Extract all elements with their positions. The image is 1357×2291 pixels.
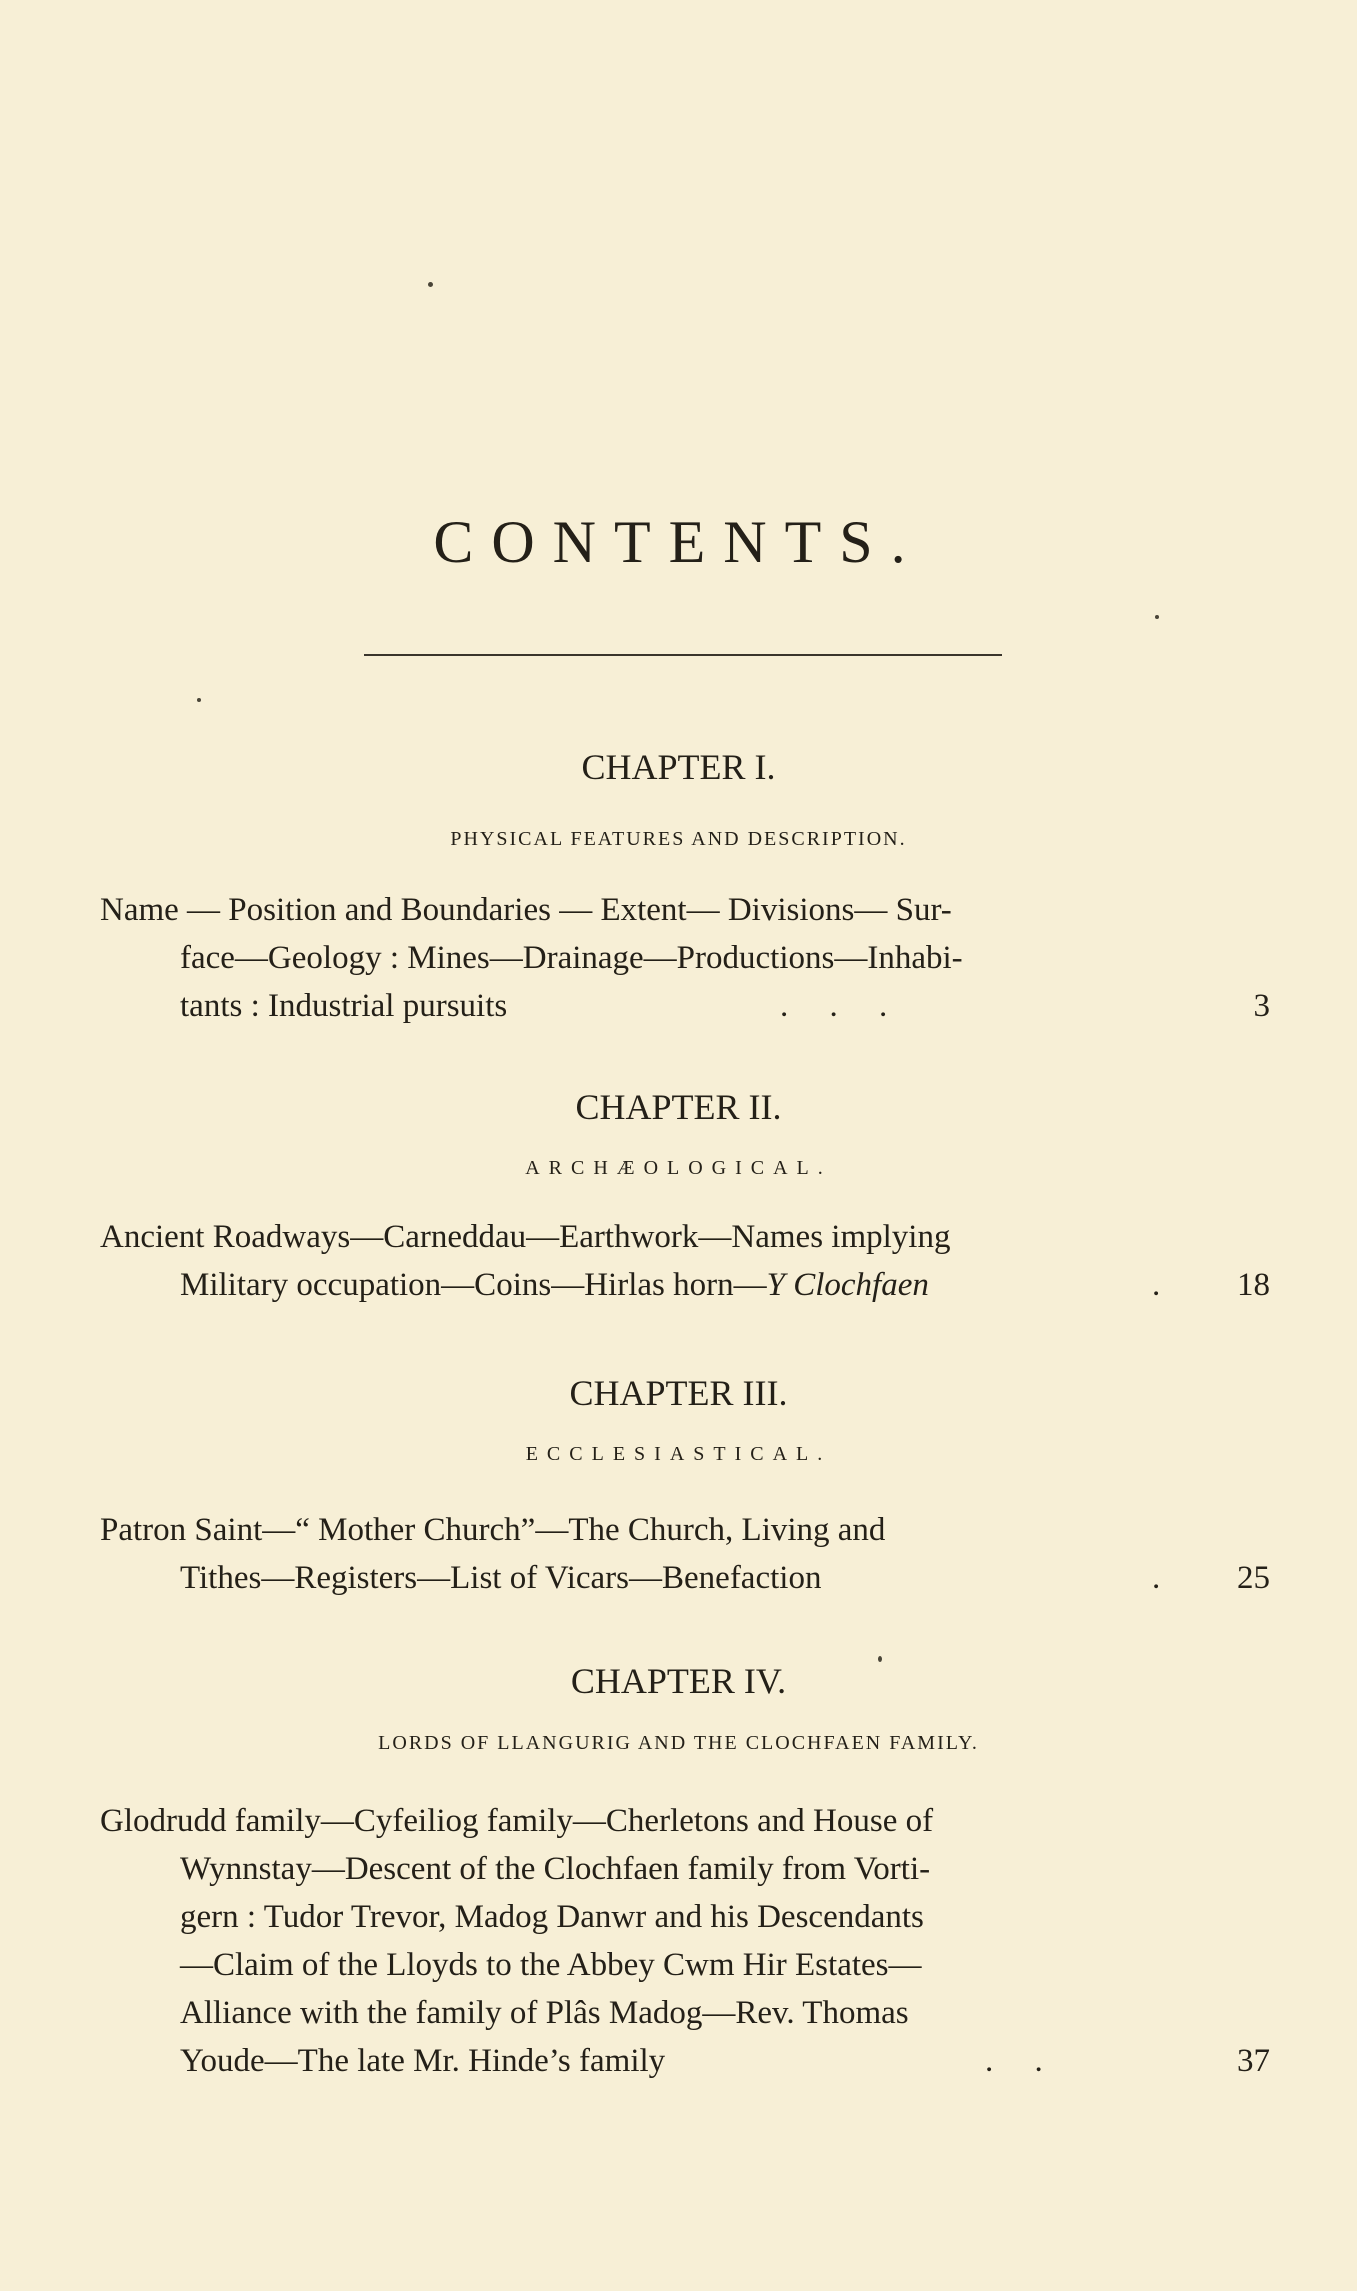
chapter-heading: CHAPTER III. <box>569 1373 788 1413</box>
chapter-subtitle: ECCLESIASTICAL. <box>525 1443 832 1465</box>
entry-line: Glodrudd family—Cyfeiliog family—Cherletons and House of <box>100 1803 934 1839</box>
entry-line: Wynnstay—Descent of the Clochfaen family from Vorti- <box>180 1851 931 1887</box>
entry-line: Name — Position and Boundaries — Extent— Divisions— Sur- <box>100 892 952 928</box>
entry-text: Tithes—Registers—List of Vicars—Benefaction <box>180 1560 822 1596</box>
chapter-heading: CHAPTER I. <box>581 747 776 787</box>
paper-speck <box>428 282 433 287</box>
paper-speck <box>197 698 201 702</box>
chapter-heading: CHAPTER IV. <box>570 1661 787 1701</box>
entry-line: —Claim of the Lloyds to the Abbey Cwm Hir Estates— <box>180 1947 922 1983</box>
leader-dots: . <box>1152 1560 1161 1596</box>
entry-line <box>100 1261 1270 1309</box>
title-rule <box>364 654 1002 656</box>
chapter-subtitle: PHYSICAL FEATURES AND DESCRIPTION. <box>450 828 907 850</box>
entry-line <box>100 2037 1270 2085</box>
entry-text: Youde—The late Mr. Hinde’s family <box>180 2043 666 2079</box>
page-title: CONTENTS. <box>433 509 924 575</box>
page-number: 25 <box>1237 1560 1270 1596</box>
entry-line: Patron Saint—“ Mother Church”—The Church, Living and <box>100 1512 886 1548</box>
entry-line <box>100 1554 1270 1602</box>
chapter-entry <box>100 1797 1270 2085</box>
entry-text: tants : Industrial pursuits <box>180 988 508 1024</box>
entry-line: gern : Tudor Trevor, Madog Danwr and his Descendants <box>180 1899 924 1935</box>
entry-line: Ancient Roadways—Carneddau—Earthwork—Names implying <box>100 1219 951 1255</box>
leader-dots: . <box>1152 1267 1161 1303</box>
entry-text: Military occupation—Coins—Hirlas horn— <box>180 1267 767 1303</box>
chapter-heading: CHAPTER II. <box>575 1087 782 1127</box>
page-number: 3 <box>1253 988 1270 1024</box>
paper-speck <box>1155 615 1159 619</box>
page-number: 37 <box>1237 2043 1270 2079</box>
chapter-subtitle: LORDS OF LLANGURIG AND THE CLOCHFAEN FAMILY. <box>378 1732 979 1754</box>
chapter-entry <box>100 886 1270 1030</box>
chapter-subtitle: ARCHÆOLOGICAL. <box>525 1157 832 1179</box>
chapter-entry <box>100 1213 1270 1309</box>
entry-line <box>100 982 1270 1030</box>
entry-line: Alliance with the family of Plâs Madog—Rev. Thomas <box>180 1995 909 2031</box>
page-number: 18 <box>1237 1267 1270 1303</box>
entry-line: face—Geology : Mines—Drainage—Productions—Inhabi- <box>180 940 963 976</box>
entry-italic-text: Y Clochfaen <box>766 1267 929 1303</box>
leader-dots: . . . <box>780 988 888 1024</box>
chapter-entry <box>100 1506 1270 1602</box>
leader-dots: . . <box>985 2043 1043 2079</box>
